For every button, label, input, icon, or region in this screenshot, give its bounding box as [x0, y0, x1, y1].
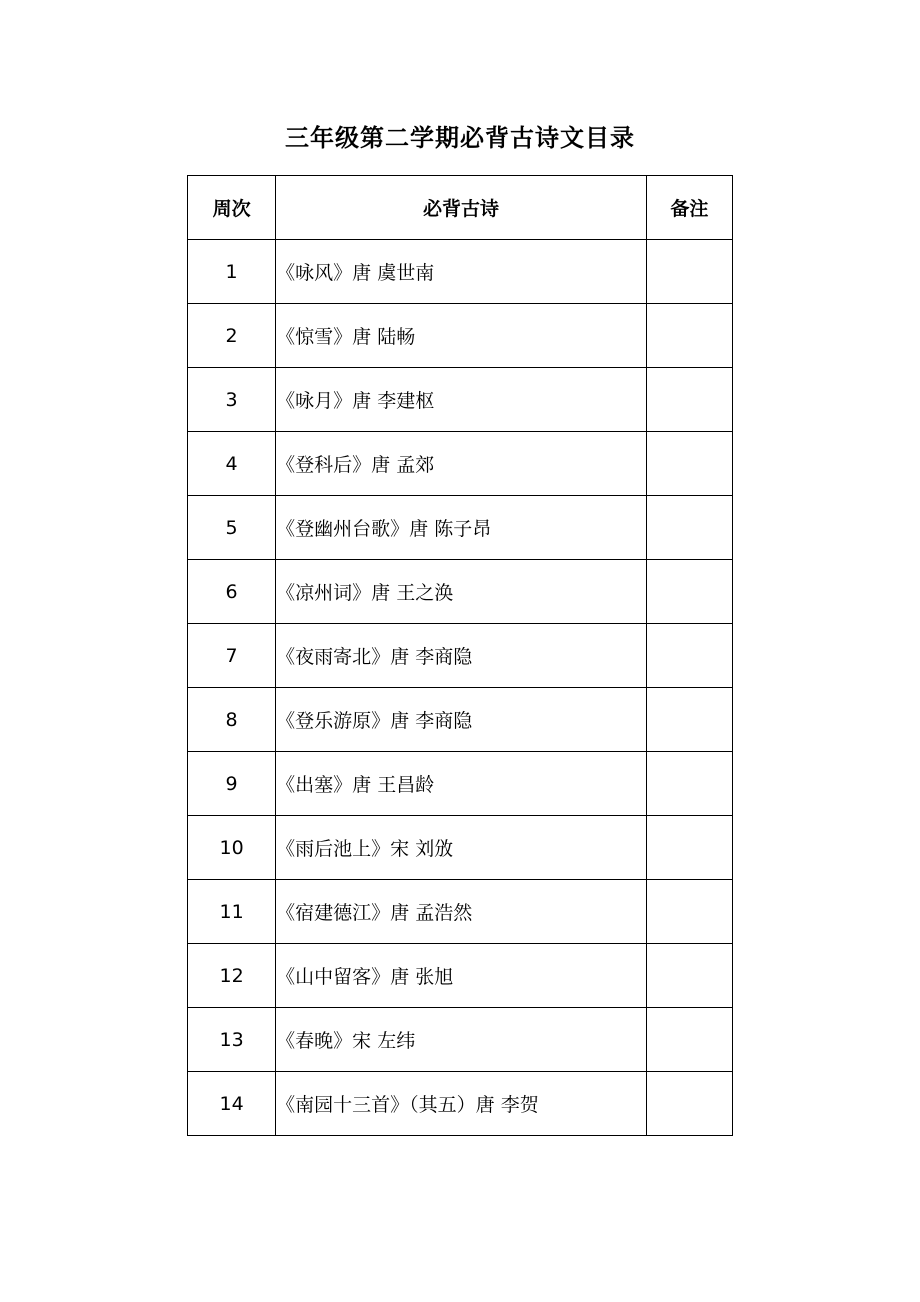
- table-row: [188, 816, 733, 880]
- document-title: 三年级第二学期必背古诗文目录: [285, 124, 635, 152]
- week-number-cell: 14: [188, 1072, 276, 1136]
- note-cell: [646, 880, 732, 944]
- table-row: [188, 752, 733, 816]
- note-cell: [646, 1072, 732, 1136]
- table-body: [188, 240, 733, 1136]
- note-cell: [646, 560, 732, 624]
- column-header-week: 周次: [188, 176, 276, 240]
- poem-title-cell: 《雨后池上》宋 刘攽: [276, 816, 647, 880]
- table-row: [188, 1072, 733, 1136]
- note-cell: [646, 688, 732, 752]
- note-cell: [646, 240, 732, 304]
- poem-title-cell: 《登科后》唐 孟郊: [276, 432, 647, 496]
- poem-title-cell: 《南园十三首》（其五）唐 李贺: [276, 1072, 647, 1136]
- note-cell: [646, 432, 732, 496]
- table-row: [188, 496, 733, 560]
- table-row: [188, 304, 733, 368]
- week-number-cell: 10: [188, 816, 276, 880]
- week-number-cell: 3: [188, 368, 276, 432]
- week-number-cell: 6: [188, 560, 276, 624]
- week-number-cell: 5: [188, 496, 276, 560]
- week-number-cell: 1: [188, 240, 276, 304]
- week-number-cell: 4: [188, 432, 276, 496]
- week-number-cell: 8: [188, 688, 276, 752]
- poem-title-cell: 《夜雨寄北》唐 李商隐: [276, 624, 647, 688]
- poem-title-cell: 《出塞》唐 王昌龄: [276, 752, 647, 816]
- poem-title-cell: 《登乐游原》唐 李商隐: [276, 688, 647, 752]
- table-header-row: [188, 176, 733, 240]
- table-row: [188, 1008, 733, 1072]
- note-cell: [646, 816, 732, 880]
- poem-title-cell: 《宿建德江》唐 孟浩然: [276, 880, 647, 944]
- poem-title-cell: 《惊雪》唐 陆畅: [276, 304, 647, 368]
- poem-title-cell: 《咏风》唐 虞世南: [276, 240, 647, 304]
- week-number-cell: 13: [188, 1008, 276, 1072]
- poem-list-table: [187, 175, 733, 1136]
- week-number-cell: 12: [188, 944, 276, 1008]
- table-row: [188, 944, 733, 1008]
- note-cell: [646, 624, 732, 688]
- note-cell: [646, 944, 732, 1008]
- poem-title-cell: 《春晚》宋 左纬: [276, 1008, 647, 1072]
- poem-title-cell: 《登幽州台歌》唐 陈子昂: [276, 496, 647, 560]
- week-number-cell: 7: [188, 624, 276, 688]
- note-cell: [646, 1008, 732, 1072]
- table-row: [188, 688, 733, 752]
- poem-title-cell: 《咏月》唐 李建枢: [276, 368, 647, 432]
- table-row: [188, 368, 733, 432]
- table-row: [188, 880, 733, 944]
- note-cell: [646, 752, 732, 816]
- table-row: [188, 624, 733, 688]
- note-cell: [646, 368, 732, 432]
- week-number-cell: 2: [188, 304, 276, 368]
- poem-title-cell: 《凉州词》唐 王之涣: [276, 560, 647, 624]
- note-cell: [646, 304, 732, 368]
- column-header-poem: 必背古诗: [276, 176, 647, 240]
- table-row: [188, 560, 733, 624]
- table-row: [188, 240, 733, 304]
- note-cell: [646, 496, 732, 560]
- poem-title-cell: 《山中留客》唐 张旭: [276, 944, 647, 1008]
- week-number-cell: 9: [188, 752, 276, 816]
- week-number-cell: 11: [188, 880, 276, 944]
- table-row: [188, 432, 733, 496]
- column-header-note: 备注: [646, 176, 732, 240]
